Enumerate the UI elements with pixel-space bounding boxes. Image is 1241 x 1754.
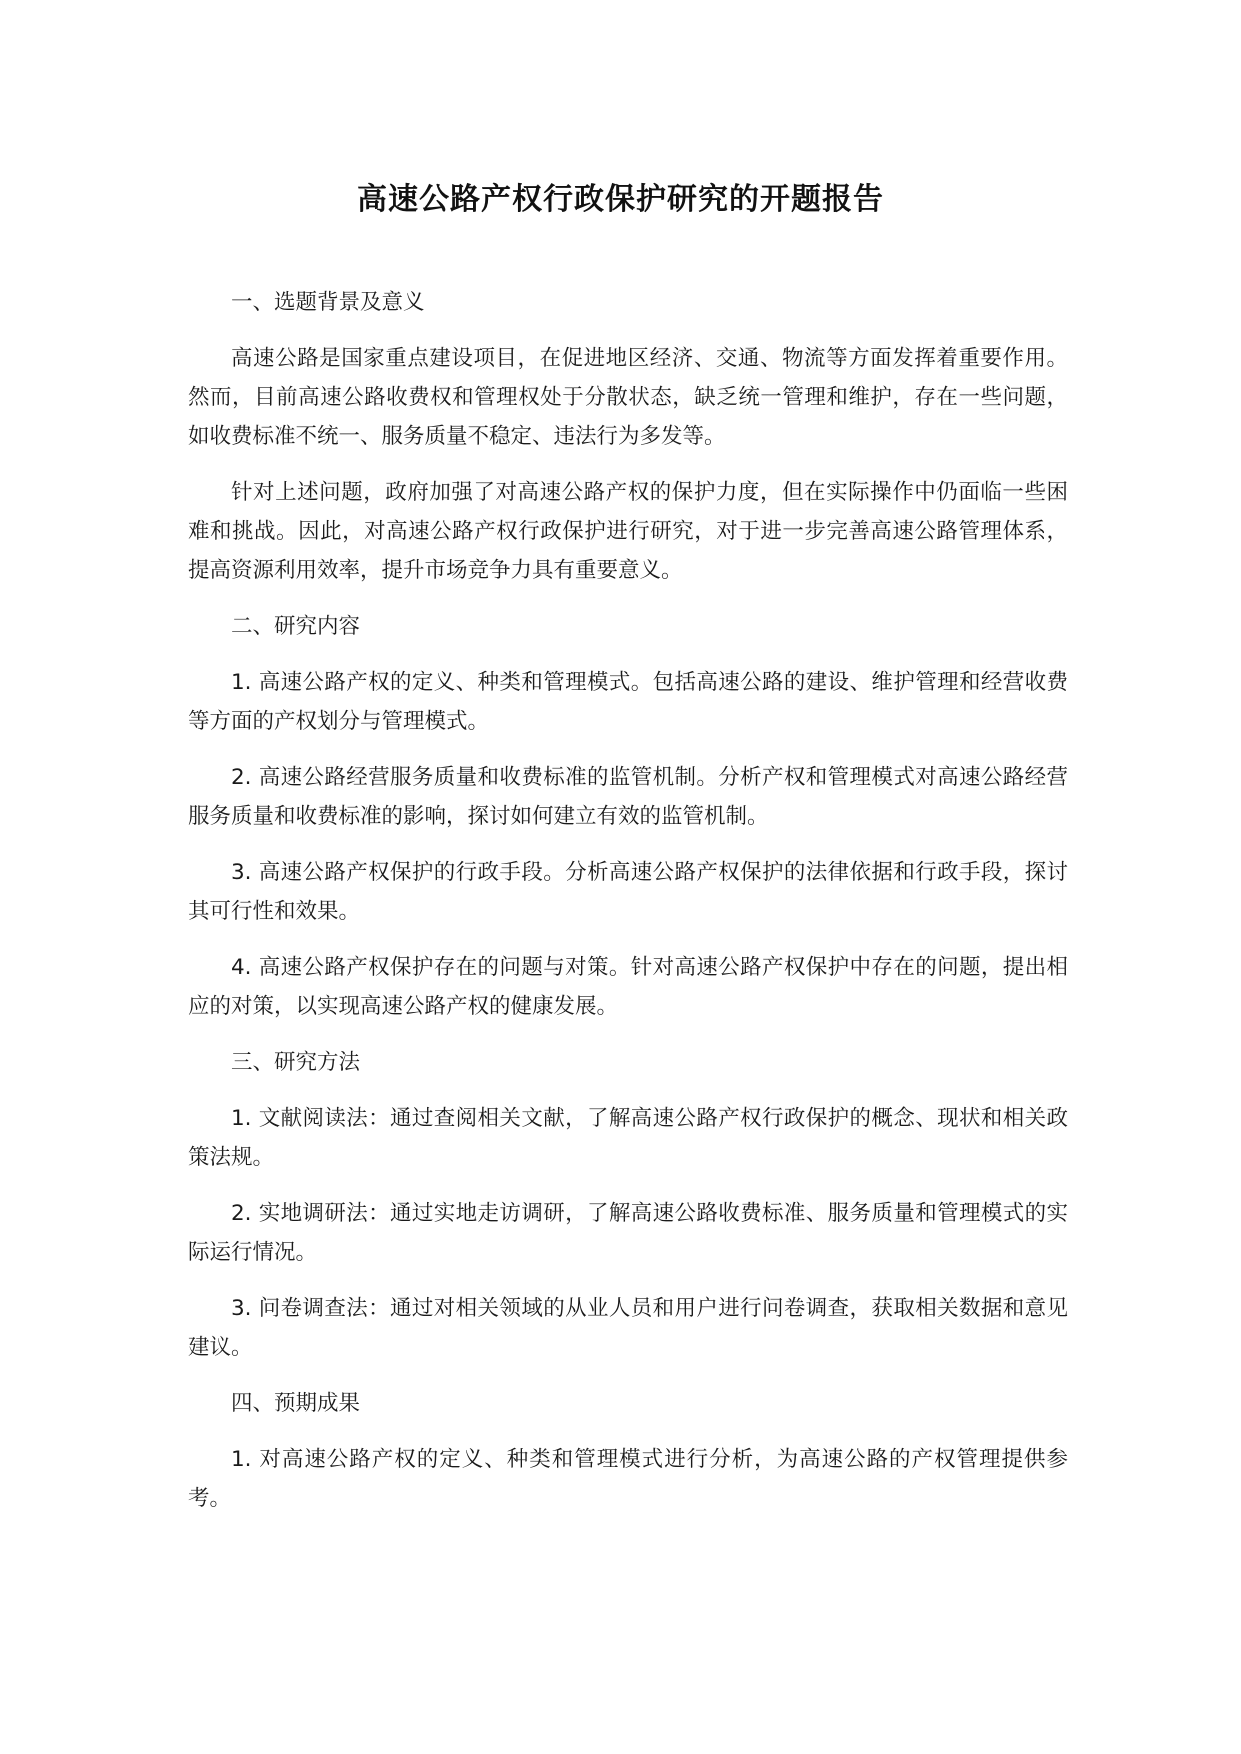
section-heading: 二、研究内容 <box>231 614 361 639</box>
paragraph: 针对上述问题，政府加强了对高速公路产权的保护力度，但在实际操作中仍面临一些困难和挑战。因此，对高速公路产权行政保护进行研究，对于进一步完善高速公路管理体系，提高资源利用效率，提升市场竞争力具有重要意义。 <box>188 480 1068 583</box>
document-body <box>188 283 1068 1535</box>
section-expected-results <box>188 1384 1068 1518</box>
section-research-content <box>188 607 1068 1026</box>
list-item: 3. 问卷调查法：通过对相关领域的从业人员和用户进行问卷调查，获取相关数据和意见建议。 <box>188 1296 1068 1360</box>
list-item: 2. 高速公路经营服务质量和收费标准的监管机制。分析产权和管理模式对高速公路经营服务质量和收费标准的影响，探讨如何建立有效的监管机制。 <box>188 765 1068 829</box>
section-heading: 三、研究方法 <box>231 1050 361 1075</box>
section-research-methods <box>188 1043 1068 1367</box>
section-heading: 四、预期成果 <box>231 1391 361 1416</box>
list-item: 1. 对高速公路产权的定义、种类和管理模式进行分析，为高速公路的产权管理提供参考。 <box>188 1447 1068 1511</box>
section-background <box>188 283 1068 590</box>
list-item: 2. 实地调研法：通过实地走访调研，了解高速公路收费标准、服务质量和管理模式的实际运行情况。 <box>188 1201 1068 1265</box>
paragraph: 高速公路是国家重点建设项目，在促进地区经济、交通、物流等方面发挥着重要作用。然而，目前高速公路收费权和管理权处于分散状态，缺乏统一管理和维护，存在一些问题，如收费标准不统一、服务质量不稳定、违法行为多发等。 <box>188 346 1068 449</box>
document-title: 高速公路产权行政保护研究的开题报告 <box>357 182 884 217</box>
list-item: 4. 高速公路产权保护存在的问题与对策。针对高速公路产权保护中存在的问题，提出相应的对策，以实现高速公路产权的健康发展。 <box>188 955 1068 1019</box>
list-item: 1. 文献阅读法：通过查阅相关文献，了解高速公路产权行政保护的概念、现状和相关政策法规。 <box>188 1106 1068 1170</box>
section-heading: 一、选题背景及意义 <box>231 290 425 315</box>
list-item: 1. 高速公路产权的定义、种类和管理模式。包括高速公路的建设、维护管理和经营收费等方面的产权划分与管理模式。 <box>188 670 1068 734</box>
list-item: 3. 高速公路产权保护的行政手段。分析高速公路产权保护的法律依据和行政手段，探讨其可行性和效果。 <box>188 860 1068 924</box>
